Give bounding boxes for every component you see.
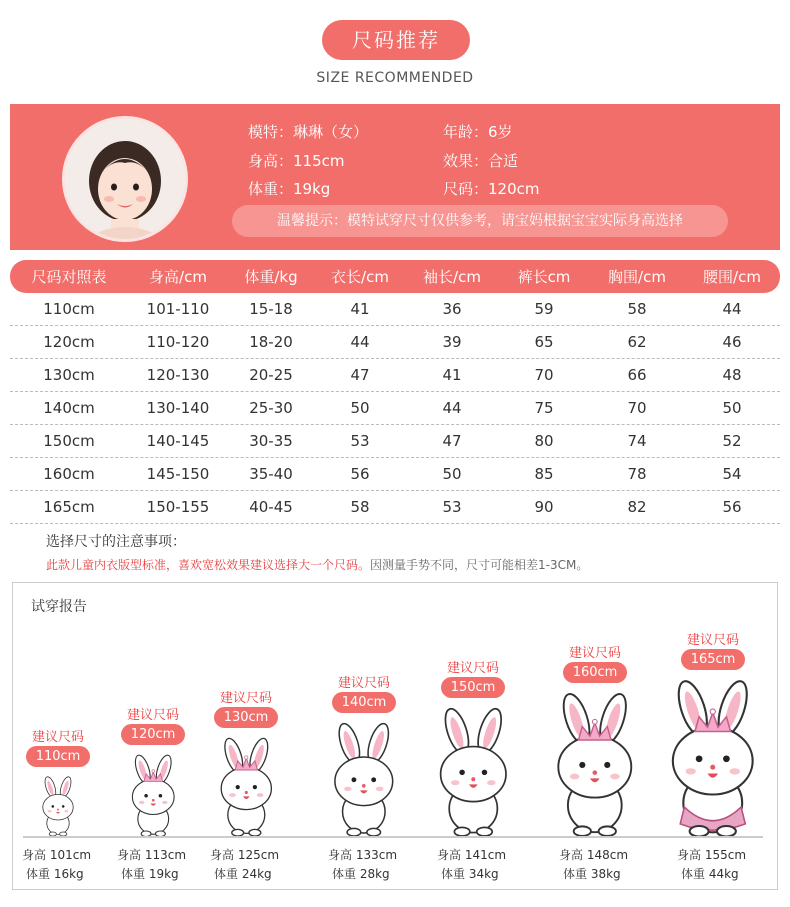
suggested-size-label: 建议尺码 (686, 632, 739, 648)
notes-grey-text: 因测量手势不同，尺寸可能相差1-3CM。 (370, 558, 589, 572)
trial-weight: 体重 28kg (332, 867, 390, 881)
fitting-report (12, 582, 778, 890)
suggested-size-pill: 150cm (441, 677, 505, 698)
trial-height: 身高 141cm (437, 848, 507, 862)
suggested-size-label: 建议尺码 (568, 646, 621, 661)
table-row (10, 491, 780, 524)
column-header: 裤长cm (517, 268, 571, 286)
notes-red-text: 此款儿童内衣版型标准，喜欢宽松效果建议选择大一个尺码。 (46, 558, 371, 572)
table-cell: 130-140 (146, 399, 210, 417)
table-cell: 80 (534, 432, 554, 450)
table-cell: 44 (442, 399, 462, 417)
table-cell: 75 (534, 399, 554, 417)
table-row (10, 359, 780, 392)
suggested-size-label: 建议尺码 (337, 676, 390, 691)
bunny-icon (322, 722, 406, 836)
suggested-size-label: 建议尺码 (219, 691, 272, 706)
column-header: 尺码对照表 (31, 268, 107, 286)
table-cell: 50 (442, 465, 462, 483)
table-cell: 66 (627, 366, 647, 384)
bunny-icon (123, 754, 184, 837)
model-avatar (62, 116, 188, 242)
table-cell: 54 (722, 465, 742, 483)
table-cell: 120cm (43, 333, 95, 351)
trial-weight: 体重 24kg (214, 867, 272, 881)
table-cell: 130cm (43, 366, 95, 384)
suggested-size-pill: 160cm (563, 662, 627, 683)
table-cell: 90 (534, 498, 554, 516)
table-cell: 53 (350, 432, 370, 450)
table-cell: 35-40 (249, 465, 293, 483)
suggested-size-pill: 140cm (332, 692, 396, 713)
table-cell: 65 (534, 333, 554, 351)
table-cell: 36 (442, 300, 462, 318)
table-cell: 56 (722, 498, 742, 516)
table-cell: 53 (442, 498, 462, 516)
table-cell: 30-35 (249, 432, 293, 450)
bunny-icon (210, 737, 283, 836)
table-cell: 58 (627, 300, 647, 318)
table-cell: 58 (350, 498, 370, 516)
table-cell: 74 (627, 432, 647, 450)
column-header: 身高/cm (149, 268, 207, 286)
model-info-band (10, 104, 780, 250)
table-cell: 160cm (43, 465, 95, 483)
table-cell: 20-25 (249, 366, 293, 384)
table-row (10, 326, 780, 359)
table-cell: 150cm (43, 432, 95, 450)
table-cell: 18-20 (249, 333, 293, 351)
table-cell: 56 (350, 465, 370, 483)
table-cell: 140-145 (146, 432, 210, 450)
table-cell: 70 (627, 399, 647, 417)
column-header: 体重/kg (244, 268, 298, 286)
table-cell: 150-155 (146, 498, 210, 516)
column-header: 胸围/cm (608, 268, 666, 286)
table-cell: 48 (722, 366, 742, 384)
table-cell: 50 (722, 399, 742, 417)
table-cell: 70 (534, 366, 554, 384)
bunny-icon (36, 776, 80, 836)
table-cell: 47 (350, 366, 370, 384)
table-body (10, 293, 780, 524)
table-cell: 44 (350, 333, 370, 351)
table-cell: 110-120 (146, 333, 210, 351)
notes-text (46, 556, 588, 573)
trial-height: 身高 113cm (117, 848, 187, 862)
model-name: 模特：琳琳（女） (248, 123, 369, 141)
table-row (10, 425, 780, 458)
column-header: 袖长/cm (423, 268, 481, 286)
table-cell: 39 (442, 333, 462, 351)
suggested-size-label: 建议尺码 (446, 661, 499, 676)
girl-portrait-icon (65, 119, 185, 239)
trial-weight: 体重 16kg (26, 867, 84, 881)
table-header (10, 260, 780, 293)
table-cell: 140cm (43, 399, 95, 417)
table-cell: 40-45 (249, 498, 293, 516)
trial-weight: 体重 44kg (681, 867, 739, 881)
suggested-size-pill: 165cm (681, 649, 745, 670)
table-row (10, 458, 780, 491)
model-weight: 体重：19kg (248, 180, 331, 198)
trial-height: 身高 148cm (559, 848, 629, 862)
table-cell: 52 (722, 432, 742, 450)
bunny-icon (542, 692, 648, 836)
table-cell: 46 (722, 333, 742, 351)
table-cell: 145-150 (146, 465, 210, 483)
trial-height: 身高 125cm (210, 848, 280, 862)
suggested-size-label: 建议尺码 (126, 707, 179, 723)
table-cell: 110cm (43, 300, 95, 318)
trial-height: 身高 155cm (677, 848, 747, 862)
model-height: 身高：115cm (248, 152, 345, 170)
table-cell: 59 (534, 300, 554, 318)
column-header: 腰围/cm (703, 268, 761, 286)
model-tip: 温馨提示：模特试穿尺寸仅供参考，请宝妈根据宝宝实际身高选择 (232, 205, 728, 237)
notes-title: 选择尺寸的注意事项： (46, 534, 186, 550)
model-size: 尺码：120cm (443, 180, 540, 198)
trial-weight: 体重 38kg (563, 867, 621, 881)
table-cell: 47 (442, 432, 462, 450)
suggested-size-label: 建议尺码 (31, 730, 84, 745)
table-cell: 101-110 (146, 300, 210, 318)
trial-weight: 体重 34kg (441, 867, 499, 881)
table-row (10, 392, 780, 425)
table-cell: 165cm (43, 498, 95, 516)
table-cell: 44 (722, 300, 742, 318)
page-subtitle: SIZE RECOMMENDED (316, 70, 474, 86)
trial-height: 身高 101cm (22, 848, 92, 862)
suggested-size-pill: 110cm (26, 746, 90, 767)
size-chart-table (10, 260, 780, 524)
table-cell: 82 (627, 498, 647, 516)
page-title: 尺码推荐 (322, 20, 470, 60)
column-header: 衣长/cm (331, 268, 389, 286)
model-effect: 效果：合适 (443, 152, 519, 170)
suggested-size-pill: 130cm (214, 707, 278, 728)
table-row (10, 293, 780, 326)
table-cell: 15-18 (249, 300, 293, 318)
report-title: 试穿报告 (31, 599, 87, 615)
suggested-size-pill: 120cm (121, 724, 185, 745)
table-cell: 85 (534, 465, 554, 483)
table-cell: 41 (350, 300, 370, 318)
table-cell: 50 (350, 399, 370, 417)
trial-height: 身高 133cm (328, 848, 398, 862)
bunny-icon (655, 679, 771, 837)
ground-line (23, 836, 763, 838)
table-cell: 41 (442, 366, 462, 384)
table-cell: 120-130 (146, 366, 210, 384)
trial-weight: 体重 19kg (121, 867, 179, 881)
bunny-icon (426, 707, 521, 836)
table-cell: 62 (627, 333, 647, 351)
table-cell: 25-30 (249, 399, 293, 417)
model-age: 年龄：6岁 (443, 123, 513, 141)
table-cell: 78 (627, 465, 647, 483)
